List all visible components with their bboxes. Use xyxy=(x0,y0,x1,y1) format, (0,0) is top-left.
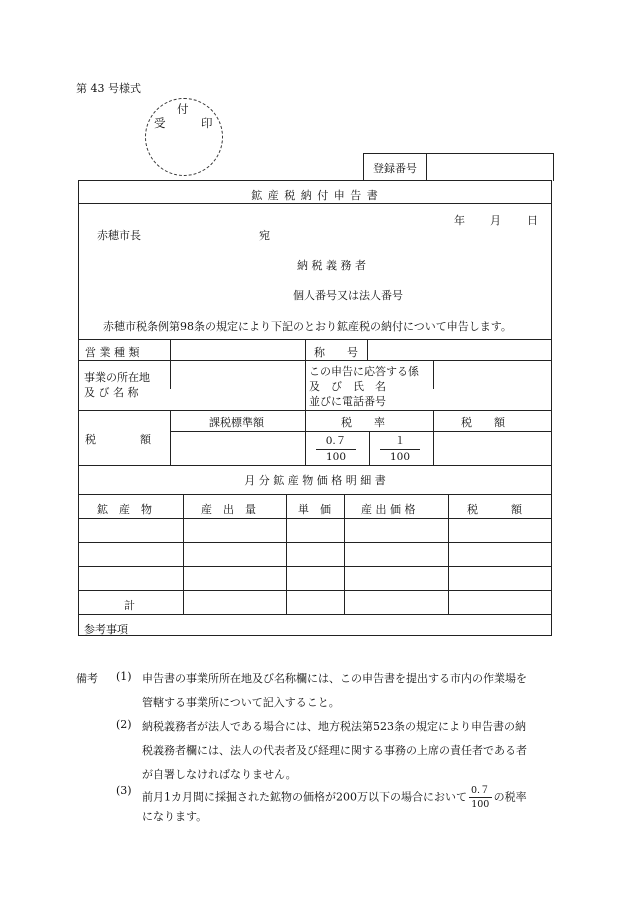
form-title: 鉱 産 税 納 付 申 告 書 xyxy=(251,189,379,202)
stamp-char-left: 受 xyxy=(154,116,166,130)
id-number-label: 個人番号又は法人番号 xyxy=(293,289,403,302)
monthly-detail-title: 月 分 鉱 産 物 価 格 明 細 書 xyxy=(244,474,386,487)
date-year: 年 xyxy=(454,214,465,227)
note-3-denominator: 100 xyxy=(471,799,490,810)
form-number: 第 43 号様式 xyxy=(76,82,141,95)
notes-head: 備考 xyxy=(76,672,98,685)
contact-label-3: 並びに電話番号 xyxy=(309,395,386,408)
location-label-1: 事業の所在地 xyxy=(84,371,150,384)
declaration-text: 赤穂市税条例第98条の規定により下記のとおり鉱産税の納付について申告します。 xyxy=(103,320,512,333)
contact-label-1: この申告に応答する係 xyxy=(309,365,419,378)
location-label-2: 及 び 名 称 xyxy=(84,386,139,399)
addressee-suffix: 宛 xyxy=(259,229,270,242)
tax-amount-label: 税 額 xyxy=(85,433,151,446)
taxpayer-label: 納 税 義 務 者 xyxy=(297,259,366,272)
tax-base-header: 課税標準額 xyxy=(209,416,264,429)
col-tax: 税 額 xyxy=(467,503,522,516)
date-month: 月 xyxy=(490,214,501,227)
note-3-tail: の税率 xyxy=(493,790,527,804)
rate2-denominator: 100 xyxy=(389,451,411,463)
col-unit-price: 単 価 xyxy=(298,503,331,516)
note-3-fraction xyxy=(469,784,492,811)
receipt-stamp-area xyxy=(145,98,223,176)
addressee-mayor: 赤穂市長 xyxy=(97,229,141,242)
note-1-number: (1) xyxy=(116,670,132,683)
note-2-number: (2) xyxy=(116,718,132,731)
note-2-line-a: 納税義務者が法人である場合には、地方税法第523条の規定により申告書の納 xyxy=(142,720,526,733)
business-type-label: 営 業 種 類 xyxy=(85,346,140,359)
tax-rate-fraction-1 xyxy=(316,434,356,465)
registration-number-field[interactable] xyxy=(427,154,553,181)
note-3-numerator: 0.７ xyxy=(471,785,490,796)
note-3-line-a xyxy=(142,784,527,811)
note-3-number: (3) xyxy=(116,784,132,797)
date-day: 日 xyxy=(527,214,538,227)
col-output-value: 産 出 価 格 xyxy=(361,503,416,516)
stamp-char-top: 付 xyxy=(177,102,189,116)
tax-rate-header: 税 率 xyxy=(341,416,385,429)
note-2-line-b: 税義務者欄には、法人の代表者及び経理に関する事務の上席の責任者である者 xyxy=(142,744,527,757)
col-output: 産 出 量 xyxy=(201,503,256,516)
contact-label-2: 及 び 氏 名 xyxy=(309,380,386,393)
total-label: 計 xyxy=(124,599,135,612)
note-1-line-b: 管轄する事業所について記入すること。 xyxy=(142,696,340,709)
note-1-line-a: 申告書の事業所所在地及び名称欄には、この申告書を提出する市内の作業場を xyxy=(142,672,527,685)
tax-header: 税 額 xyxy=(461,416,505,429)
remarks-label: 参考事項 xyxy=(84,623,128,636)
tax-rate-fraction-2 xyxy=(380,434,420,465)
rate1-numerator: 0.７ xyxy=(316,434,356,450)
declaration-form xyxy=(78,180,552,636)
col-mineral: 鉱 産 物 xyxy=(97,503,152,516)
rate2-numerator: １ xyxy=(380,434,420,450)
trade-name-label: 称 号 xyxy=(314,346,358,359)
registration-number-label: 登録番号 xyxy=(364,154,427,181)
note-3-text: 前月1カ月間に採掘された鉱物の価格が200万以下の場合において xyxy=(142,790,467,804)
note-3-line-b: になります。 xyxy=(142,810,208,823)
registration-number-box xyxy=(363,153,554,181)
rate1-denominator: 100 xyxy=(325,451,347,463)
stamp-char-right: 印 xyxy=(201,116,213,130)
note-2-line-c: が自署しなければなりません。 xyxy=(142,768,297,781)
